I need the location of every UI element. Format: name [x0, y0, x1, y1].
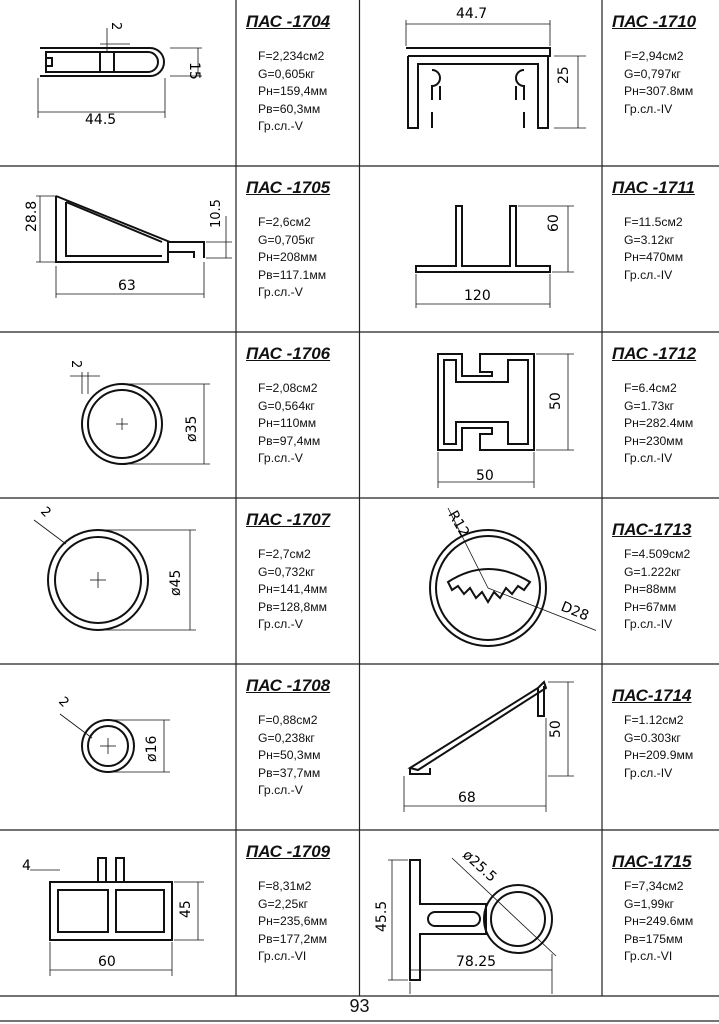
spec-weight: G=1,99кг: [624, 896, 675, 911]
spec-group: Гр.сл.-IV: [624, 267, 673, 282]
profile-card-1705: [0, 166, 359, 332]
profile-1710-drawing: [360, 0, 596, 166]
profile-1704-drawing: [0, 0, 236, 166]
spec-group: Гр.сл.-V: [258, 119, 303, 134]
spec-weight: G=2,25кг: [258, 896, 309, 911]
spec-perimeter-inner: Рв=128,8мм: [258, 599, 327, 614]
profile-code: ПАС-1713: [612, 520, 692, 539]
dim-wall: 2: [37, 504, 54, 521]
page-number: 93: [349, 996, 370, 1016]
spec-perimeter: Рн=282.4мм: [624, 416, 694, 431]
profile-card-1707: [0, 498, 359, 664]
dim-width: 68: [458, 790, 476, 806]
profile-1715-drawing: [360, 830, 596, 996]
profile-1709-drawing: [0, 830, 236, 996]
spec-area: F=2,7см2: [258, 547, 311, 561]
spec-perimeter: Рн=235,6мм: [258, 914, 328, 929]
spec-perimeter: Рн=208мм: [258, 250, 318, 265]
profile-info: [602, 664, 719, 830]
dim-flange: 10.5: [209, 199, 224, 228]
profile-code: ПАС-1715: [612, 852, 692, 871]
spec-perimeter-inner: Рв=177,2мм: [258, 931, 327, 946]
spec-group: Гр.сл.-IV: [624, 451, 673, 466]
profile-1711-drawing: [360, 166, 596, 332]
dim-height: 15: [186, 62, 202, 80]
dim-diameter: ø16: [144, 735, 160, 762]
dim-width: 63: [118, 278, 136, 294]
profile-card-1713: [360, 498, 719, 664]
profile-code: ПАС-1714: [612, 686, 692, 705]
spec-area: F=2,6см2: [258, 215, 311, 229]
profile-info: [236, 830, 359, 996]
spec-weight: G=0.303кг: [624, 730, 681, 745]
profile-specs: [624, 546, 690, 634]
profile-specs: [624, 878, 693, 966]
spec-perimeter: Рн=209.9мм: [624, 748, 694, 763]
profile-card-1710: [360, 0, 719, 166]
profile-card-1709: [0, 830, 359, 996]
dim-diameter: ø35: [184, 415, 200, 442]
profile-card-1715: [360, 830, 719, 996]
profile-specs: [258, 546, 327, 634]
spec-group: Гр.сл.-VI: [258, 949, 307, 964]
dim-diameter: ø25.5: [459, 847, 500, 886]
profile-specs: [258, 380, 320, 468]
dim-width: 60: [98, 954, 116, 970]
profile-card-1714: [360, 664, 719, 830]
profile-code: ПАС -1709: [246, 842, 331, 861]
profile-1707-drawing: [0, 498, 236, 664]
spec-weight: G=0,238кг: [258, 730, 315, 745]
dim-lip: 4: [22, 858, 31, 874]
spec-group: Гр.сл.-V: [258, 451, 303, 466]
spec-group: Гр.сл.-V: [258, 285, 303, 300]
spec-perimeter: Рн=88мм: [624, 582, 677, 597]
spec-perimeter: Рн=159,4мм: [258, 84, 328, 99]
profile-1712-drawing: [360, 332, 596, 498]
profile-card-1712: [360, 332, 719, 498]
spec-group: Гр.сл.-IV: [624, 765, 673, 780]
profile-code: ПАС -1706: [246, 344, 331, 363]
spec-weight: G=3.12кг: [624, 232, 675, 247]
dim-width: 44.5: [85, 112, 117, 128]
profile-card-1706: [0, 332, 359, 498]
dim-height: 60: [546, 214, 562, 232]
profile-info: [236, 498, 359, 664]
profile-card-1704: [0, 0, 359, 166]
profile-info: [236, 664, 359, 830]
dim-width: 44.7: [456, 6, 488, 22]
spec-perimeter: Рн=50,3мм: [258, 748, 321, 763]
spec-perimeter-alt: Рн=67мм: [624, 599, 677, 614]
profile-code: ПАС -1705: [246, 178, 331, 197]
dim-height: 45.5: [374, 900, 390, 932]
profile-info: [602, 830, 719, 996]
spec-area: F=2,08см2: [258, 381, 318, 395]
dim-height: 50: [548, 720, 564, 738]
profile-1714-drawing: [360, 664, 596, 830]
spec-perimeter: Рн=249.6мм: [624, 914, 694, 929]
profile-code: ПАС -1704: [246, 12, 331, 31]
dim-wall: 2: [108, 22, 123, 31]
profile-specs: [624, 214, 683, 284]
spec-group: Гр.сл.-IV: [624, 617, 673, 632]
dim-wall: 2: [55, 694, 72, 711]
spec-perimeter: Рн=141,4мм: [258, 582, 328, 597]
profile-specs: [258, 48, 327, 136]
spec-perimeter-inner: Рв=117.1мм: [258, 267, 327, 282]
dim-height: 50: [548, 392, 564, 410]
spec-weight: G=0,705кг: [258, 232, 315, 247]
spec-perimeter: Рн=110мм: [258, 416, 317, 431]
spec-area: F=6.4см2: [624, 381, 677, 395]
spec-weight: G=0,732кг: [258, 564, 315, 579]
profile-1705-drawing: [0, 166, 236, 332]
dim-height: 45: [178, 900, 194, 918]
spec-weight: G=0,605кг: [258, 66, 315, 81]
profile-card-1708: [0, 664, 359, 830]
profile-code: ПАС -1707: [246, 510, 331, 529]
profile-info: [602, 332, 719, 498]
spec-area: F=4.509см2: [624, 547, 691, 561]
spec-perimeter-inner: Рв=97,4мм: [258, 433, 321, 448]
spec-perimeter-alt: Рн=230мм: [624, 433, 684, 448]
profile-specs: [258, 214, 326, 302]
spec-group: Гр.сл.-V: [258, 783, 303, 798]
spec-perimeter-inner: Рв=60,3мм: [258, 101, 321, 116]
spec-weight: G=0,797кг: [624, 66, 681, 81]
spec-area: F=11.5см2: [624, 215, 683, 229]
profile-info: [236, 332, 359, 498]
profile-code: ПАС -1708: [246, 676, 331, 695]
profile-code: ПАС -1710: [612, 12, 697, 31]
dim-width: 50: [476, 468, 494, 484]
spec-weight: G=1.222кг: [624, 564, 681, 579]
spec-area: F=2,234см2: [258, 49, 325, 63]
spec-perimeter-inner: Рв=37,7мм: [258, 765, 321, 780]
spec-area: F=1.12см2: [624, 713, 684, 727]
dim-width: 78.25: [456, 954, 497, 970]
spec-group: Гр.сл.-V: [258, 617, 303, 632]
dim-diameter: D28: [558, 598, 592, 625]
dim-height: 25: [556, 66, 572, 84]
profile-1708-drawing: [0, 664, 236, 830]
dim-diameter: ø45: [168, 569, 184, 596]
profile-info: [236, 0, 359, 166]
profile-specs: [624, 48, 693, 118]
spec-area: F=0,88см2: [258, 713, 318, 727]
profile-specs: [258, 878, 327, 966]
dim-width: 120: [464, 288, 491, 304]
spec-area: F=2,94см2: [624, 49, 684, 63]
dim-radius: R12: [444, 508, 473, 540]
profile-info: [236, 166, 359, 332]
spec-area: F=7,34см2: [624, 879, 684, 893]
spec-group: Гр.сл.-IV: [624, 101, 673, 116]
profile-specs: [258, 712, 320, 800]
spec-area: F=8,31м2: [258, 879, 312, 893]
profile-card-1711: [360, 166, 719, 332]
profile-specs: [624, 380, 693, 468]
spec-group: Гр.сл.-VI: [624, 949, 673, 964]
profile-info: [602, 498, 719, 664]
spec-weight: G=1.73кг: [624, 398, 675, 413]
profile-1706-drawing: [0, 332, 236, 498]
dim-height: 28.8: [24, 200, 40, 232]
spec-perimeter: Рн=307.8мм: [624, 84, 694, 99]
spec-perimeter: Рн=470мм: [624, 250, 684, 265]
profile-code: ПАС -1711: [612, 178, 695, 197]
spec-weight: G=0,564кг: [258, 398, 315, 413]
profile-info: [602, 166, 719, 332]
profile-1713-drawing: [360, 498, 596, 664]
spec-perimeter-inner: Рв=175мм: [624, 931, 683, 946]
profile-code: ПАС -1712: [612, 344, 697, 363]
profile-info: [602, 0, 719, 166]
profile-specs: [624, 712, 693, 782]
dim-wall: 2: [68, 360, 83, 369]
